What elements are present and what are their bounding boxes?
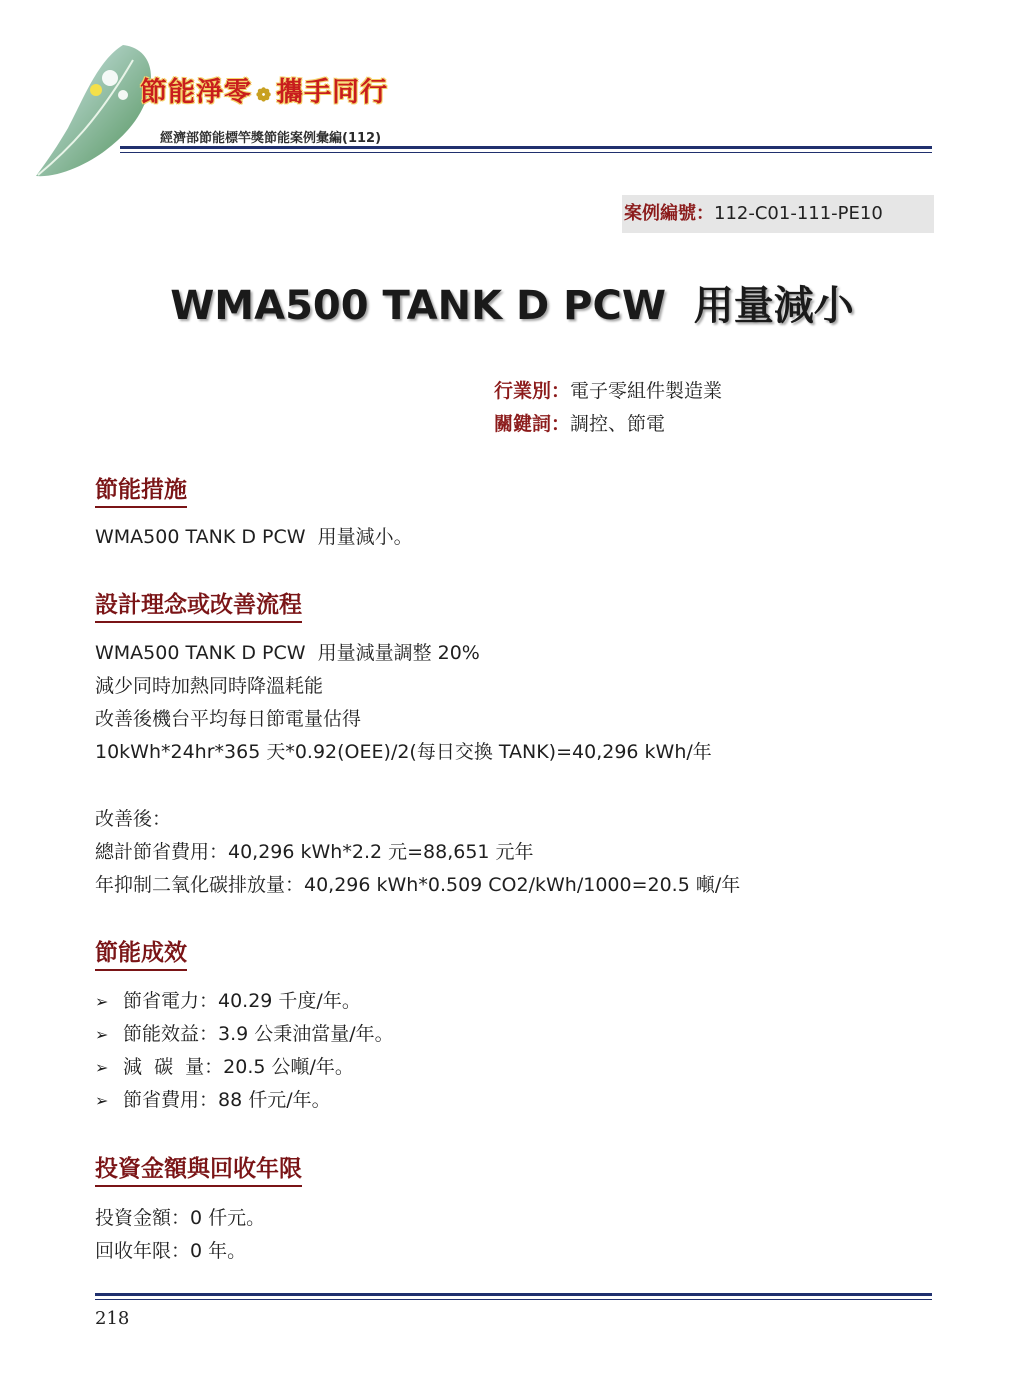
- slogan-right: 攜手同行: [276, 77, 389, 108]
- results-list: [95, 985, 394, 1117]
- list-item: [95, 1018, 394, 1051]
- text-line: 改善後機台平均每日節電量估得: [95, 708, 362, 730]
- footer-rule: [95, 1293, 932, 1296]
- text-line: 10kWh*24hr*365 天*0.92(OEE)/2(每日交換 TANK)=40,296 kWh/年: [95, 741, 712, 763]
- list-item-text: 節能效益：3.9 公秉油當量/年。: [123, 1023, 394, 1045]
- arrow-bullet-icon: ➢: [95, 1091, 109, 1110]
- text-line: WMA500 TANK D PCW 用量減小。: [95, 526, 413, 548]
- arrow-bullet-icon: ➢: [95, 992, 109, 1011]
- slogan-left: 節能淨零: [140, 77, 252, 108]
- text-line: 總計節省費用：40,296 kWh*2.2 元=88,651 元年: [95, 841, 534, 863]
- flower-icon: ❁: [256, 85, 273, 106]
- text-line: 改善後：: [95, 808, 172, 830]
- arrow-bullet-icon: ➢: [95, 1058, 109, 1077]
- text-line: 減少同時加熱同時降溫耗能: [95, 675, 324, 697]
- header-rule: [120, 146, 932, 149]
- text-line: 回收年限：0 年。: [95, 1240, 247, 1262]
- section-heading-measures: 節能措施: [95, 471, 187, 508]
- industry-value: 電子零組件製造業: [570, 380, 723, 402]
- case-id-box: [622, 195, 934, 233]
- measures-text: [95, 521, 413, 554]
- text-line: 年抑制二氧化碳排放量：40,296 kWh*0.509 CO2/kWh/1000=20.5 噸/年: [95, 874, 741, 896]
- case-id-value: 112-C01-111-PE10: [714, 203, 883, 224]
- text-line: WMA500 TANK D PCW 用量減量調整 20%: [95, 642, 480, 664]
- taiwan-leaf-logo: [28, 40, 168, 180]
- text-line: 投資金額：0 仟元。: [95, 1207, 266, 1229]
- industry-label: 行業別：: [494, 380, 571, 402]
- section-heading-design: 設計理念或改善流程: [95, 586, 302, 623]
- arrow-bullet-icon: ➢: [95, 1025, 109, 1044]
- design-text: [95, 637, 712, 769]
- list-item: [95, 1084, 394, 1117]
- case-id-label: 案例編號：: [624, 203, 714, 224]
- list-item: [95, 985, 394, 1018]
- header-subtitle: 經濟部節能標竿獎節能案例彙編(112): [160, 131, 382, 146]
- keywords-row: [494, 409, 665, 436]
- list-item-text: 減 碳 量：20.5 公噸/年。: [123, 1056, 354, 1078]
- keywords-value: 調控、節電: [570, 413, 666, 435]
- header-rule-thin: [120, 152, 932, 153]
- header-slogan: [140, 70, 388, 109]
- section-heading-investment: 投資金額與回收年限: [95, 1150, 302, 1187]
- design-result-text: [95, 803, 740, 902]
- list-item-text: 節省電力：40.29 千度/年。: [123, 990, 361, 1012]
- list-item-text: 節省費用：88 仟元/年。: [123, 1089, 331, 1111]
- list-item: [95, 1051, 394, 1084]
- investment-text: [95, 1202, 265, 1268]
- page-number: 218: [95, 1308, 130, 1329]
- keywords-label: 關鍵詞：: [494, 413, 571, 435]
- footer-rule-thin: [95, 1299, 932, 1300]
- industry-row: [494, 376, 722, 403]
- page-title: WMA500 TANK D PCW 用量減小: [170, 283, 854, 329]
- section-heading-results: 節能成效: [95, 934, 187, 971]
